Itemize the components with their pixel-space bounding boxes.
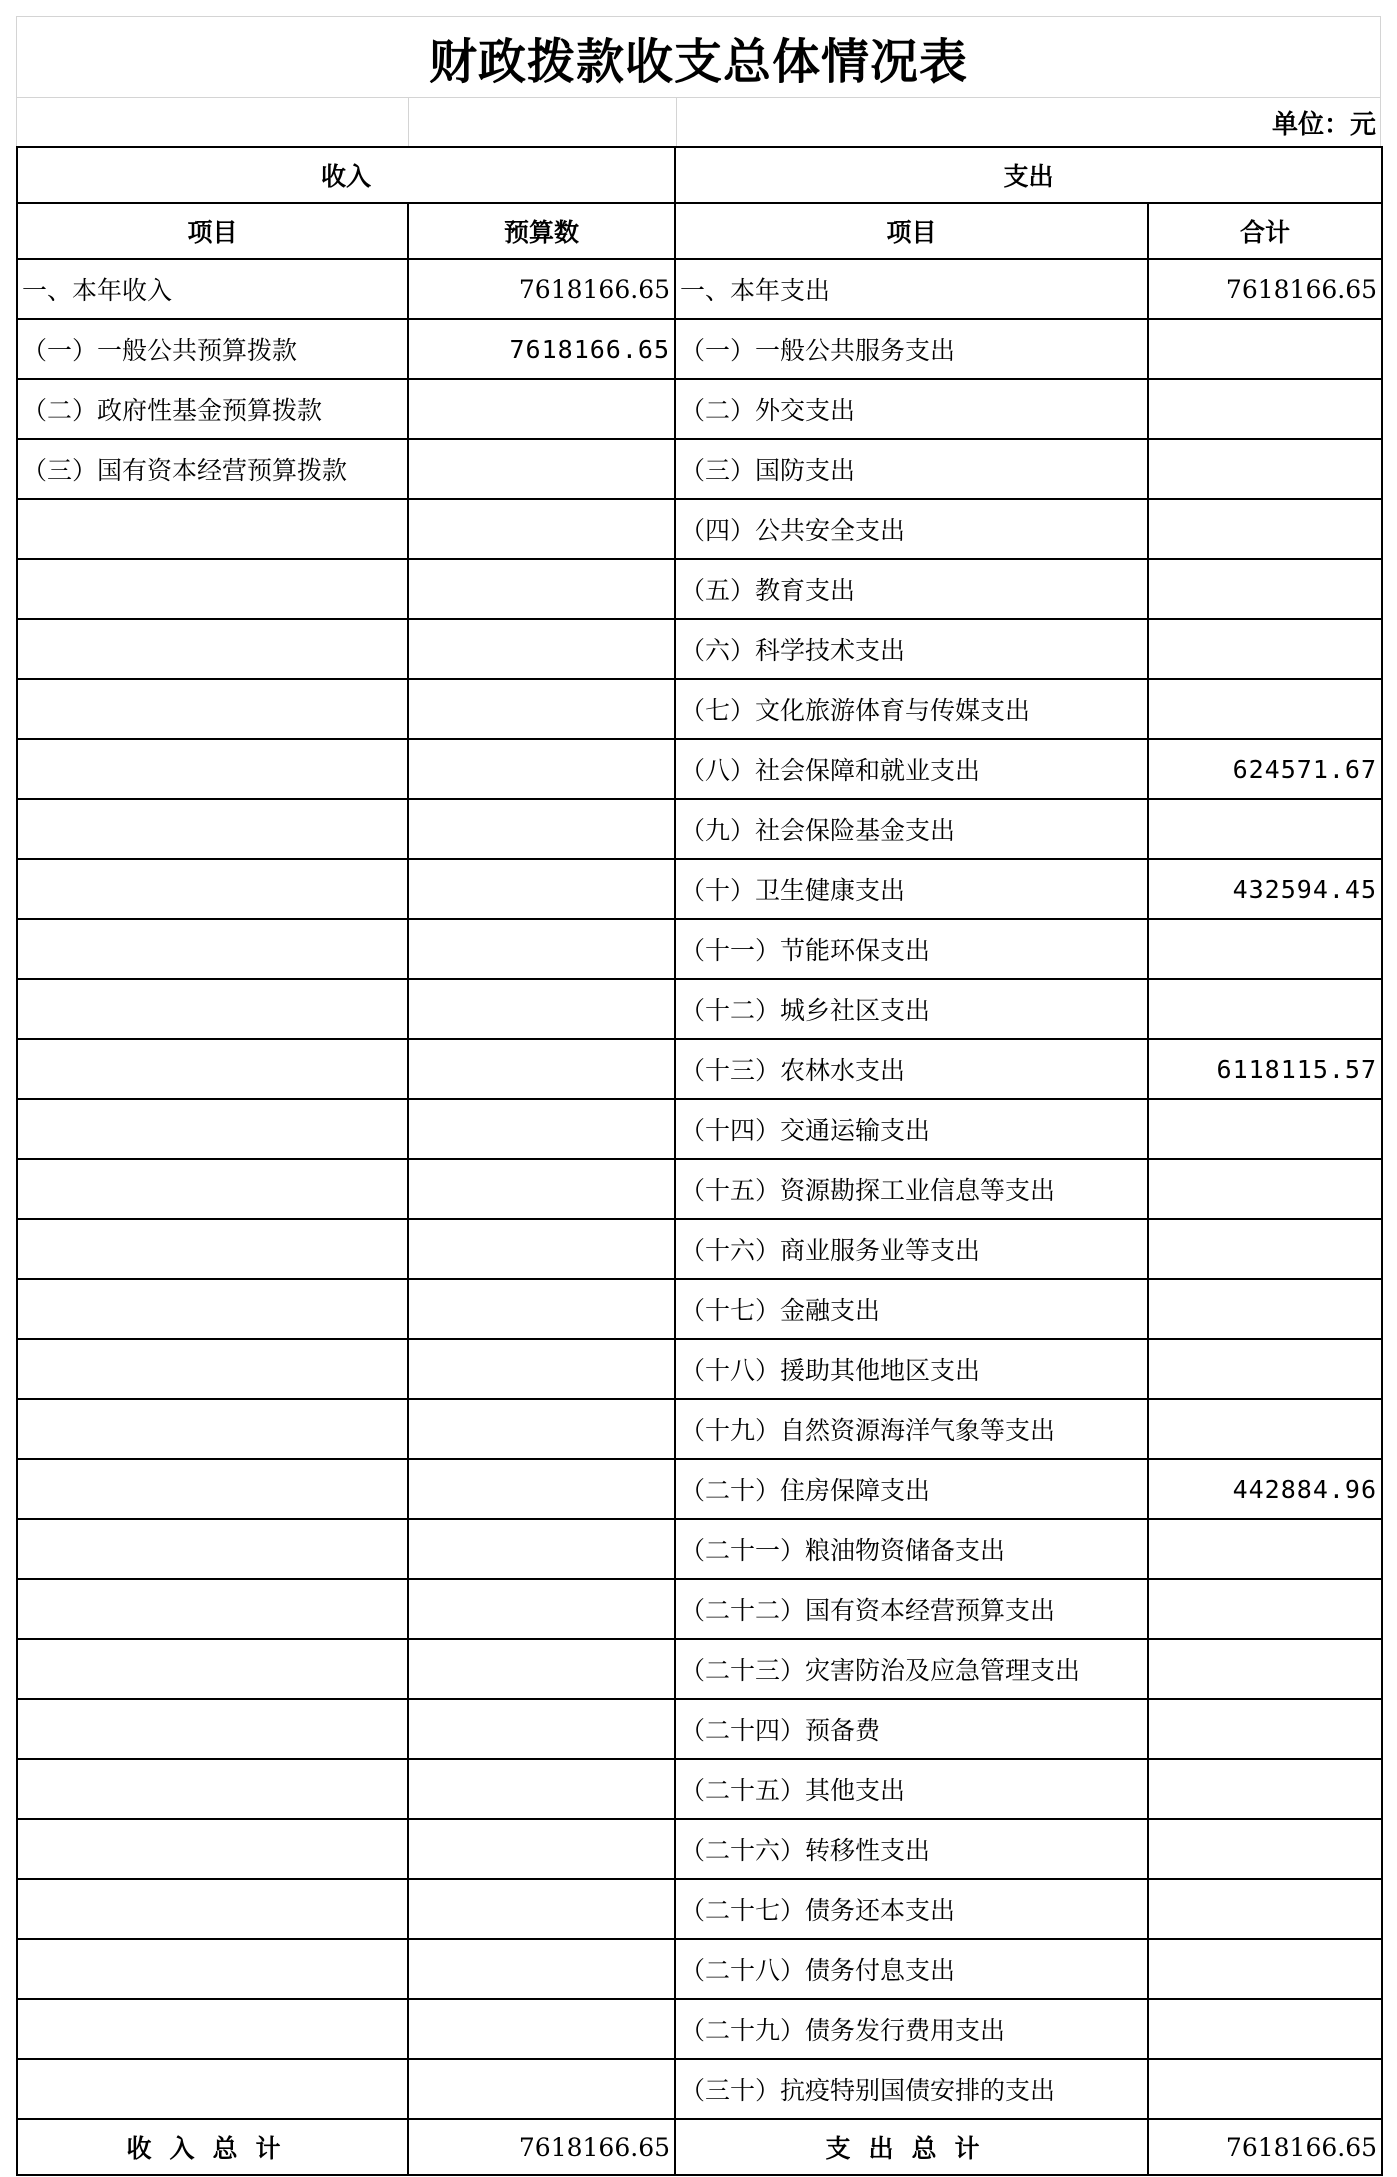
income-amount-cell[interactable] [408,679,675,739]
expense-amount-cell[interactable] [1148,379,1382,439]
income-amount-cell[interactable] [408,1579,675,1639]
income-item-cell[interactable] [17,679,408,739]
expense-item-cell[interactable]: （十八）援助其他地区支出 [675,1339,1148,1399]
income-amount-cell[interactable] [408,1519,675,1579]
income-item-cell[interactable] [17,2059,408,2119]
income-item-cell[interactable] [17,1819,408,1879]
expense-amount-cell[interactable] [1148,679,1382,739]
unit-label[interactable]: 单位：元 [1271,109,1376,140]
income-item-cell[interactable] [17,1579,408,1639]
empty-cell[interactable] [409,98,677,146]
expense-amount-cell[interactable] [1148,1219,1382,1279]
income-amount-cell[interactable] [408,1639,675,1699]
expense-section-header[interactable]: 支出 [675,147,1382,203]
expense-item-cell[interactable]: （二十三）灾害防治及应急管理支出 [675,1639,1148,1699]
expense-amount-cell[interactable] [1148,799,1382,859]
income-item-cell[interactable] [17,559,408,619]
income-amount-cell[interactable] [408,1339,675,1399]
table-row [17,439,1382,499]
table-row [17,2059,1382,2119]
expense-item-cell[interactable]: （十四）交通运输支出 [675,1099,1148,1159]
income-amount-cell[interactable] [408,559,675,619]
expense-total-value[interactable]: 7618166.65 [1148,2119,1382,2175]
table-row [17,1819,1382,1879]
income-amount-header[interactable]: 预算数 [408,203,675,259]
income-item-cell[interactable] [17,1699,408,1759]
total-row [17,2119,1382,2175]
table-row [17,379,1382,439]
income-amount-cell[interactable] [408,499,675,559]
expense-amount-cell[interactable] [1148,1099,1382,1159]
income-amount-cell[interactable] [408,619,675,679]
income-amount-cell[interactable] [408,379,675,439]
income-amount-cell[interactable] [408,2059,675,2119]
table-row [17,1099,1382,1159]
table-row [17,1339,1382,1399]
income-item-cell[interactable] [17,499,408,559]
table-row [17,979,1382,1039]
expense-amount-cell[interactable] [1148,919,1382,979]
expense-item-header[interactable]: 项目 [675,203,1148,259]
expense-amount-cell[interactable] [1148,1819,1382,1879]
expense-item-cell[interactable]: （六）科学技术支出 [675,619,1148,679]
table-row [17,1579,1382,1639]
income-amount-cell[interactable] [408,1099,675,1159]
income-amount-cell[interactable] [408,979,675,1039]
table-row [17,739,1382,799]
income-item-cell[interactable] [17,1459,408,1519]
expense-item-cell[interactable]: （一）一般公共服务支出 [675,319,1148,379]
expense-amount-cell[interactable] [1148,1279,1382,1339]
income-amount-cell[interactable] [408,1279,675,1339]
table-row [17,1699,1382,1759]
expense-amount-cell[interactable] [1148,1879,1382,1939]
table-row [17,1219,1382,1279]
income-amount-cell[interactable] [408,1159,675,1219]
income-amount-cell[interactable] [408,919,675,979]
income-amount-cell[interactable]: 7618166.65 [408,319,675,379]
income-amount-cell[interactable] [408,1999,675,2059]
income-item-cell[interactable] [17,739,408,799]
table-row [17,1039,1382,1099]
table-row [17,799,1382,859]
income-item-cell[interactable] [17,1099,408,1159]
expense-amount-cell[interactable] [1148,1999,1382,2059]
expense-item-cell[interactable]: （十一）节能环保支出 [675,919,1148,979]
income-item-cell[interactable] [17,619,408,679]
table-row [17,1399,1382,1459]
income-item-cell[interactable] [17,1639,408,1699]
income-amount-cell[interactable] [408,859,675,919]
income-amount-cell[interactable] [408,439,675,499]
income-item-cell[interactable]: 一、本年收入 [17,259,408,319]
income-item-cell[interactable] [17,1339,408,1399]
expense-amount-cell[interactable]: 432594.45 [1148,859,1382,919]
table-row [17,679,1382,739]
expense-amount-cell[interactable] [1148,1519,1382,1579]
table-row [17,1759,1382,1819]
budget-table [16,146,1383,2176]
table-row [17,319,1382,379]
income-item-cell[interactable]: （二）政府性基金预算拨款 [17,379,408,439]
table-row [17,619,1382,679]
title-cell[interactable] [16,16,1381,98]
income-item-cell[interactable] [17,979,408,1039]
expense-item-cell[interactable]: （九）社会保险基金支出 [675,799,1148,859]
column-header-row [17,203,1382,259]
expense-amount-cell[interactable] [1148,1699,1382,1759]
expense-item-cell[interactable]: （七）文化旅游体育与传媒支出 [675,679,1148,739]
page-title: 财政拨款收支总体情况表 [428,33,968,90]
expense-amount-cell[interactable]: 624571.67 [1148,739,1382,799]
expense-amount-cell[interactable] [1148,1339,1382,1399]
expense-item-cell[interactable]: （二十）住房保障支出 [675,1459,1148,1519]
expense-amount-cell[interactable] [1148,619,1382,679]
table-row [17,499,1382,559]
table-row [17,859,1382,919]
income-item-cell[interactable] [17,1939,408,1999]
expense-item-cell[interactable]: （二十四）预备费 [675,1699,1148,1759]
income-amount-cell[interactable] [408,1219,675,1279]
income-item-cell[interactable] [17,919,408,979]
expense-amount-cell[interactable] [1148,2059,1382,2119]
income-section-header[interactable]: 收入 [17,147,675,203]
income-amount-cell[interactable] [408,799,675,859]
income-amount-cell[interactable] [408,1459,675,1519]
expense-amount-cell[interactable] [1148,559,1382,619]
expense-item-cell[interactable]: （三十）抗疫特别国债安排的支出 [675,2059,1148,2119]
income-item-header[interactable]: 项目 [17,203,408,259]
income-item-cell[interactable] [17,1279,408,1339]
table-row [17,919,1382,979]
expense-amount-cell[interactable] [1148,319,1382,379]
expense-item-cell[interactable]: （四）公共安全支出 [675,499,1148,559]
expense-amount-cell[interactable] [1148,439,1382,499]
expense-item-cell[interactable]: （十三）农林水支出 [675,1039,1148,1099]
income-amount-cell[interactable] [408,1039,675,1099]
expense-amount-cell[interactable] [1148,979,1382,1039]
expense-item-cell[interactable]: （十七）金融支出 [675,1279,1148,1339]
table-row [17,259,1382,319]
income-item-cell[interactable] [17,1219,408,1279]
income-item-cell[interactable] [17,859,408,919]
income-item-cell[interactable] [17,1039,408,1099]
expense-item-cell[interactable]: （五）教育支出 [675,559,1148,619]
section-header-row [17,147,1382,203]
expense-amount-cell[interactable]: 6118115.57 [1148,1039,1382,1099]
expense-item-cell[interactable]: （八）社会保障和就业支出 [675,739,1148,799]
income-amount-cell[interactable] [408,1759,675,1819]
expense-amount-cell[interactable]: 442884.96 [1148,1459,1382,1519]
income-item-cell[interactable]: （一）一般公共预算拨款 [17,319,408,379]
income-total-label[interactable]: 收入总计 [17,2119,408,2175]
expense-item-cell[interactable]: （二十五）其他支出 [675,1759,1148,1819]
expense-amount-cell[interactable] [1148,1159,1382,1219]
expense-item-cell[interactable]: （二十六）转移性支出 [675,1819,1148,1879]
expense-item-cell[interactable]: 一、本年支出 [675,259,1148,319]
income-amount-cell[interactable] [408,1879,675,1939]
income-item-cell[interactable] [17,799,408,859]
expense-item-cell[interactable]: （二十一）粮油物资储备支出 [675,1519,1148,1579]
income-item-cell[interactable] [17,1759,408,1819]
expense-item-cell[interactable]: （十五）资源勘探工业信息等支出 [675,1159,1148,1219]
expense-amount-cell[interactable] [1148,1759,1382,1819]
expense-item-cell[interactable]: （二十二）国有资本经营预算支出 [675,1579,1148,1639]
expense-item-cell[interactable]: （十六）商业服务业等支出 [675,1219,1148,1279]
expense-item-cell[interactable]: （二十九）债务发行费用支出 [675,1999,1148,2059]
income-total-value[interactable]: 7618166.65 [408,2119,675,2175]
table-row [17,1879,1382,1939]
expense-item-cell[interactable]: （十九）自然资源海洋气象等支出 [675,1399,1148,1459]
table-row [17,1939,1382,1999]
budget-sheet [16,16,1381,2176]
expense-item-cell[interactable]: （二十七）债务还本支出 [675,1879,1148,1939]
expense-amount-cell[interactable] [1148,1939,1382,1999]
table-row [17,1459,1382,1519]
income-item-cell[interactable] [17,1999,408,2059]
income-amount-cell[interactable] [408,739,675,799]
table-row [17,1519,1382,1579]
income-amount-cell[interactable]: 7618166.65 [408,259,675,319]
unit-row [16,98,1381,146]
expense-item-cell[interactable]: （十二）城乡社区支出 [675,979,1148,1039]
income-amount-cell[interactable] [408,1699,675,1759]
expense-item-cell[interactable]: （二十八）债务付息支出 [675,1939,1148,1999]
income-item-cell[interactable] [17,1879,408,1939]
income-amount-cell[interactable] [408,1939,675,1999]
expense-item-cell[interactable]: （十）卫生健康支出 [675,859,1148,919]
expense-amount-cell[interactable]: 7618166.65 [1148,259,1382,319]
income-item-cell[interactable] [17,1399,408,1459]
expense-amount-cell[interactable] [1148,1639,1382,1699]
income-item-cell[interactable]: （三）国有资本经营预算拨款 [17,439,408,499]
income-amount-cell[interactable] [408,1399,675,1459]
expense-amount-cell[interactable] [1148,1579,1382,1639]
income-amount-cell[interactable] [408,1819,675,1879]
expense-amount-cell[interactable] [1148,499,1382,559]
table-row [17,1999,1382,2059]
expense-amount-cell[interactable] [1148,1399,1382,1459]
expense-amount-header[interactable]: 合计 [1148,203,1382,259]
empty-cell[interactable] [17,98,409,146]
table-row [17,1639,1382,1699]
table-row [17,559,1382,619]
income-item-cell[interactable] [17,1519,408,1579]
expense-total-label[interactable]: 支出总计 [675,2119,1148,2175]
expense-item-cell[interactable]: （二）外交支出 [675,379,1148,439]
table-row [17,1279,1382,1339]
income-item-cell[interactable] [17,1159,408,1219]
table-row [17,1159,1382,1219]
expense-item-cell[interactable]: （三）国防支出 [675,439,1148,499]
